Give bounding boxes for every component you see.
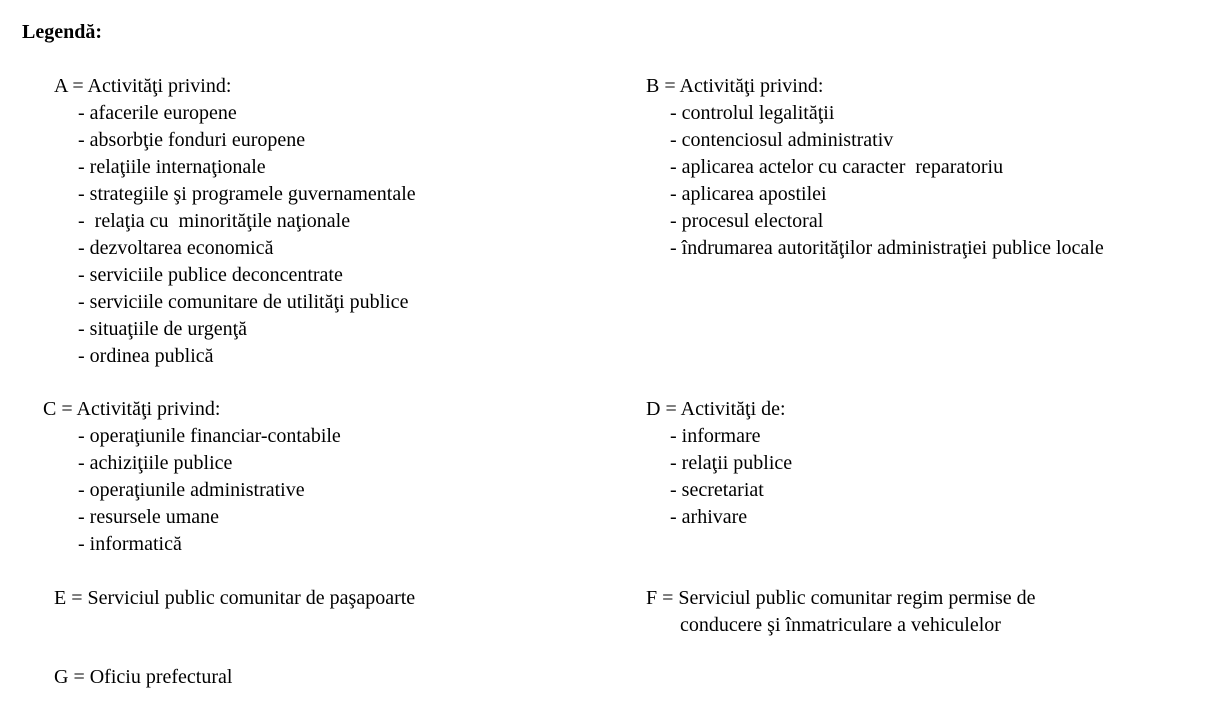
legend-group-e-heading: E = Serviciul public comunitar de paşapoarte [54, 587, 416, 609]
legend-group-a-list [54, 100, 416, 370]
legend-group-b-heading: B = Activităţi privind: [646, 75, 824, 97]
list-item: - afacerile europene [78, 102, 237, 124]
legend-group-c [43, 396, 341, 558]
list-item: - relaţiile internaţionale [78, 156, 266, 178]
legend-group-g-heading: G = Oficiu prefectural [54, 666, 233, 688]
list-item: - dezvoltarea economică [78, 237, 274, 259]
legend-group-g [54, 664, 232, 691]
list-item: - secretariat [670, 479, 764, 501]
list-item: - absorbţie fonduri europene [78, 129, 306, 151]
legend-group-a-heading: A = Activităţi privind: [54, 75, 232, 97]
list-item: - informatică [78, 533, 182, 555]
list-item: - relaţia cu minorităţile naţionale [78, 210, 351, 232]
legend-group-a [54, 73, 416, 370]
list-item: - aplicarea actelor cu caracter reparatoriu [670, 156, 1004, 178]
list-item: - strategiile şi programele guvernamentale [78, 183, 416, 205]
list-item: - serviciile comunitare de utilităţi publice [78, 291, 409, 313]
list-item: - situaţiile de urgenţă [78, 318, 248, 340]
legend-group-d-heading: D = Activităţi de: [646, 398, 786, 420]
legend-group-c-list [43, 423, 341, 558]
list-item: - arhivare [670, 506, 748, 528]
list-item: - controlul legalităţii [670, 102, 835, 124]
list-item: - achiziţiile publice [78, 452, 233, 474]
legend-group-d-list [646, 423, 792, 531]
list-item: - îndrumarea autorităţilor administraţiei publice locale [670, 237, 1104, 259]
list-item: - ordinea publică [78, 345, 214, 367]
legend-group-e [54, 585, 415, 612]
list-item: - relaţii publice [670, 452, 793, 474]
list-item: - operaţiunile administrative [78, 479, 305, 501]
list-item: - contenciosul administrativ [670, 129, 894, 151]
legend-group-f-heading: F = Serviciul public comunitar regim permise de [646, 587, 1036, 609]
list-item: - operaţiunile financiar-contabile [78, 425, 341, 447]
list-item: - informare [670, 425, 761, 447]
legend-group-d [646, 396, 792, 531]
list-item: - aplicarea apostilei [670, 183, 827, 205]
legend-group-b-list [646, 100, 1104, 262]
legend-group-f [646, 585, 1036, 639]
legend-group-b [646, 73, 1104, 262]
legend-title: Legendă: [22, 21, 102, 43]
list-item: - procesul electoral [670, 210, 824, 232]
list-item: - serviciile publice deconcentrate [78, 264, 343, 286]
legend-group-c-heading: C = Activităţi privind: [43, 398, 221, 420]
list-item: - resursele umane [78, 506, 220, 528]
legend-group-f-continuation: conducere şi înmatriculare a vehiculelor [680, 614, 1001, 636]
